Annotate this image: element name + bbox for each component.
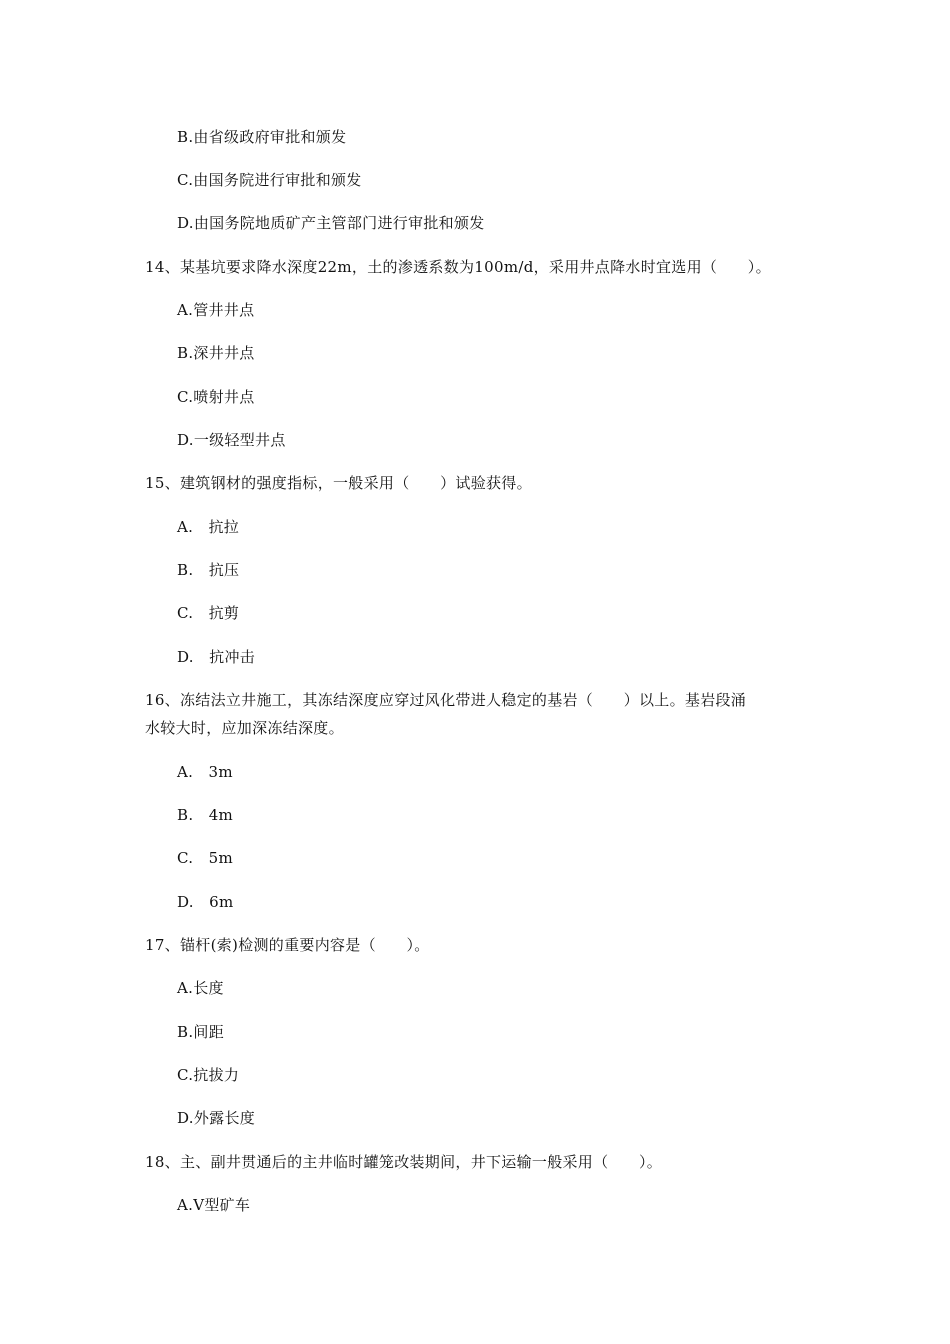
q15-option-d: D. 抗冲击	[177, 648, 256, 666]
q17-option-b: B.间距	[177, 1023, 224, 1041]
q16-option-b: B. 4m	[177, 806, 234, 824]
q15-option-b: B. 抗压	[177, 561, 240, 579]
q16-option-c: C. 5m	[177, 849, 233, 867]
q16-stem-line2: 水较大时，应加深冻结深度。	[145, 719, 344, 737]
q17-option-c: C.抗拔力	[177, 1066, 240, 1084]
q14-option-a: A.管井井点	[177, 301, 255, 319]
q16-option-d: D. 6m	[177, 893, 234, 911]
q17-stem: 17、锚杆(索)检测的重要内容是（ ）。	[145, 936, 430, 954]
q13-option-d: D.由国务院地质矿产主管部门进行审批和颁发	[177, 214, 485, 232]
q16-stem-line1: 16、冻结法立井施工，其冻结深度应穿过风化带进人稳定的基岩（ ）以上。基岩段涌	[145, 691, 747, 709]
q16-option-a: A. 3m	[177, 763, 233, 781]
q14-stem: 14、某基坑要求降水深度22m，土的渗透系数为100m/d，采用井点降水时宜选用（ ）。	[145, 258, 771, 276]
q17-option-d: D.外露长度	[177, 1109, 256, 1127]
q17-option-a: A.长度	[177, 979, 224, 997]
q18-option-a: A.V型矿车	[177, 1196, 251, 1214]
q13-option-c: C.由国务院进行审批和颁发	[177, 171, 362, 189]
q14-option-d: D.一级轻型井点	[177, 431, 286, 449]
q18-stem: 18、主、副井贯通后的主井临时罐笼改装期间，井下运输一般采用（ ）。	[145, 1153, 663, 1171]
q15-stem: 15、建筑钢材的强度指标，一般采用（ ）试验获得。	[145, 474, 532, 492]
q15-option-a: A. 抗拉	[177, 518, 240, 536]
q14-option-c: C.喷射井点	[177, 388, 255, 406]
q13-option-b: B.由省级政府审批和颁发	[177, 128, 347, 146]
q14-option-b: B.深井井点	[177, 344, 255, 362]
q15-option-c: C. 抗剪	[177, 604, 240, 622]
